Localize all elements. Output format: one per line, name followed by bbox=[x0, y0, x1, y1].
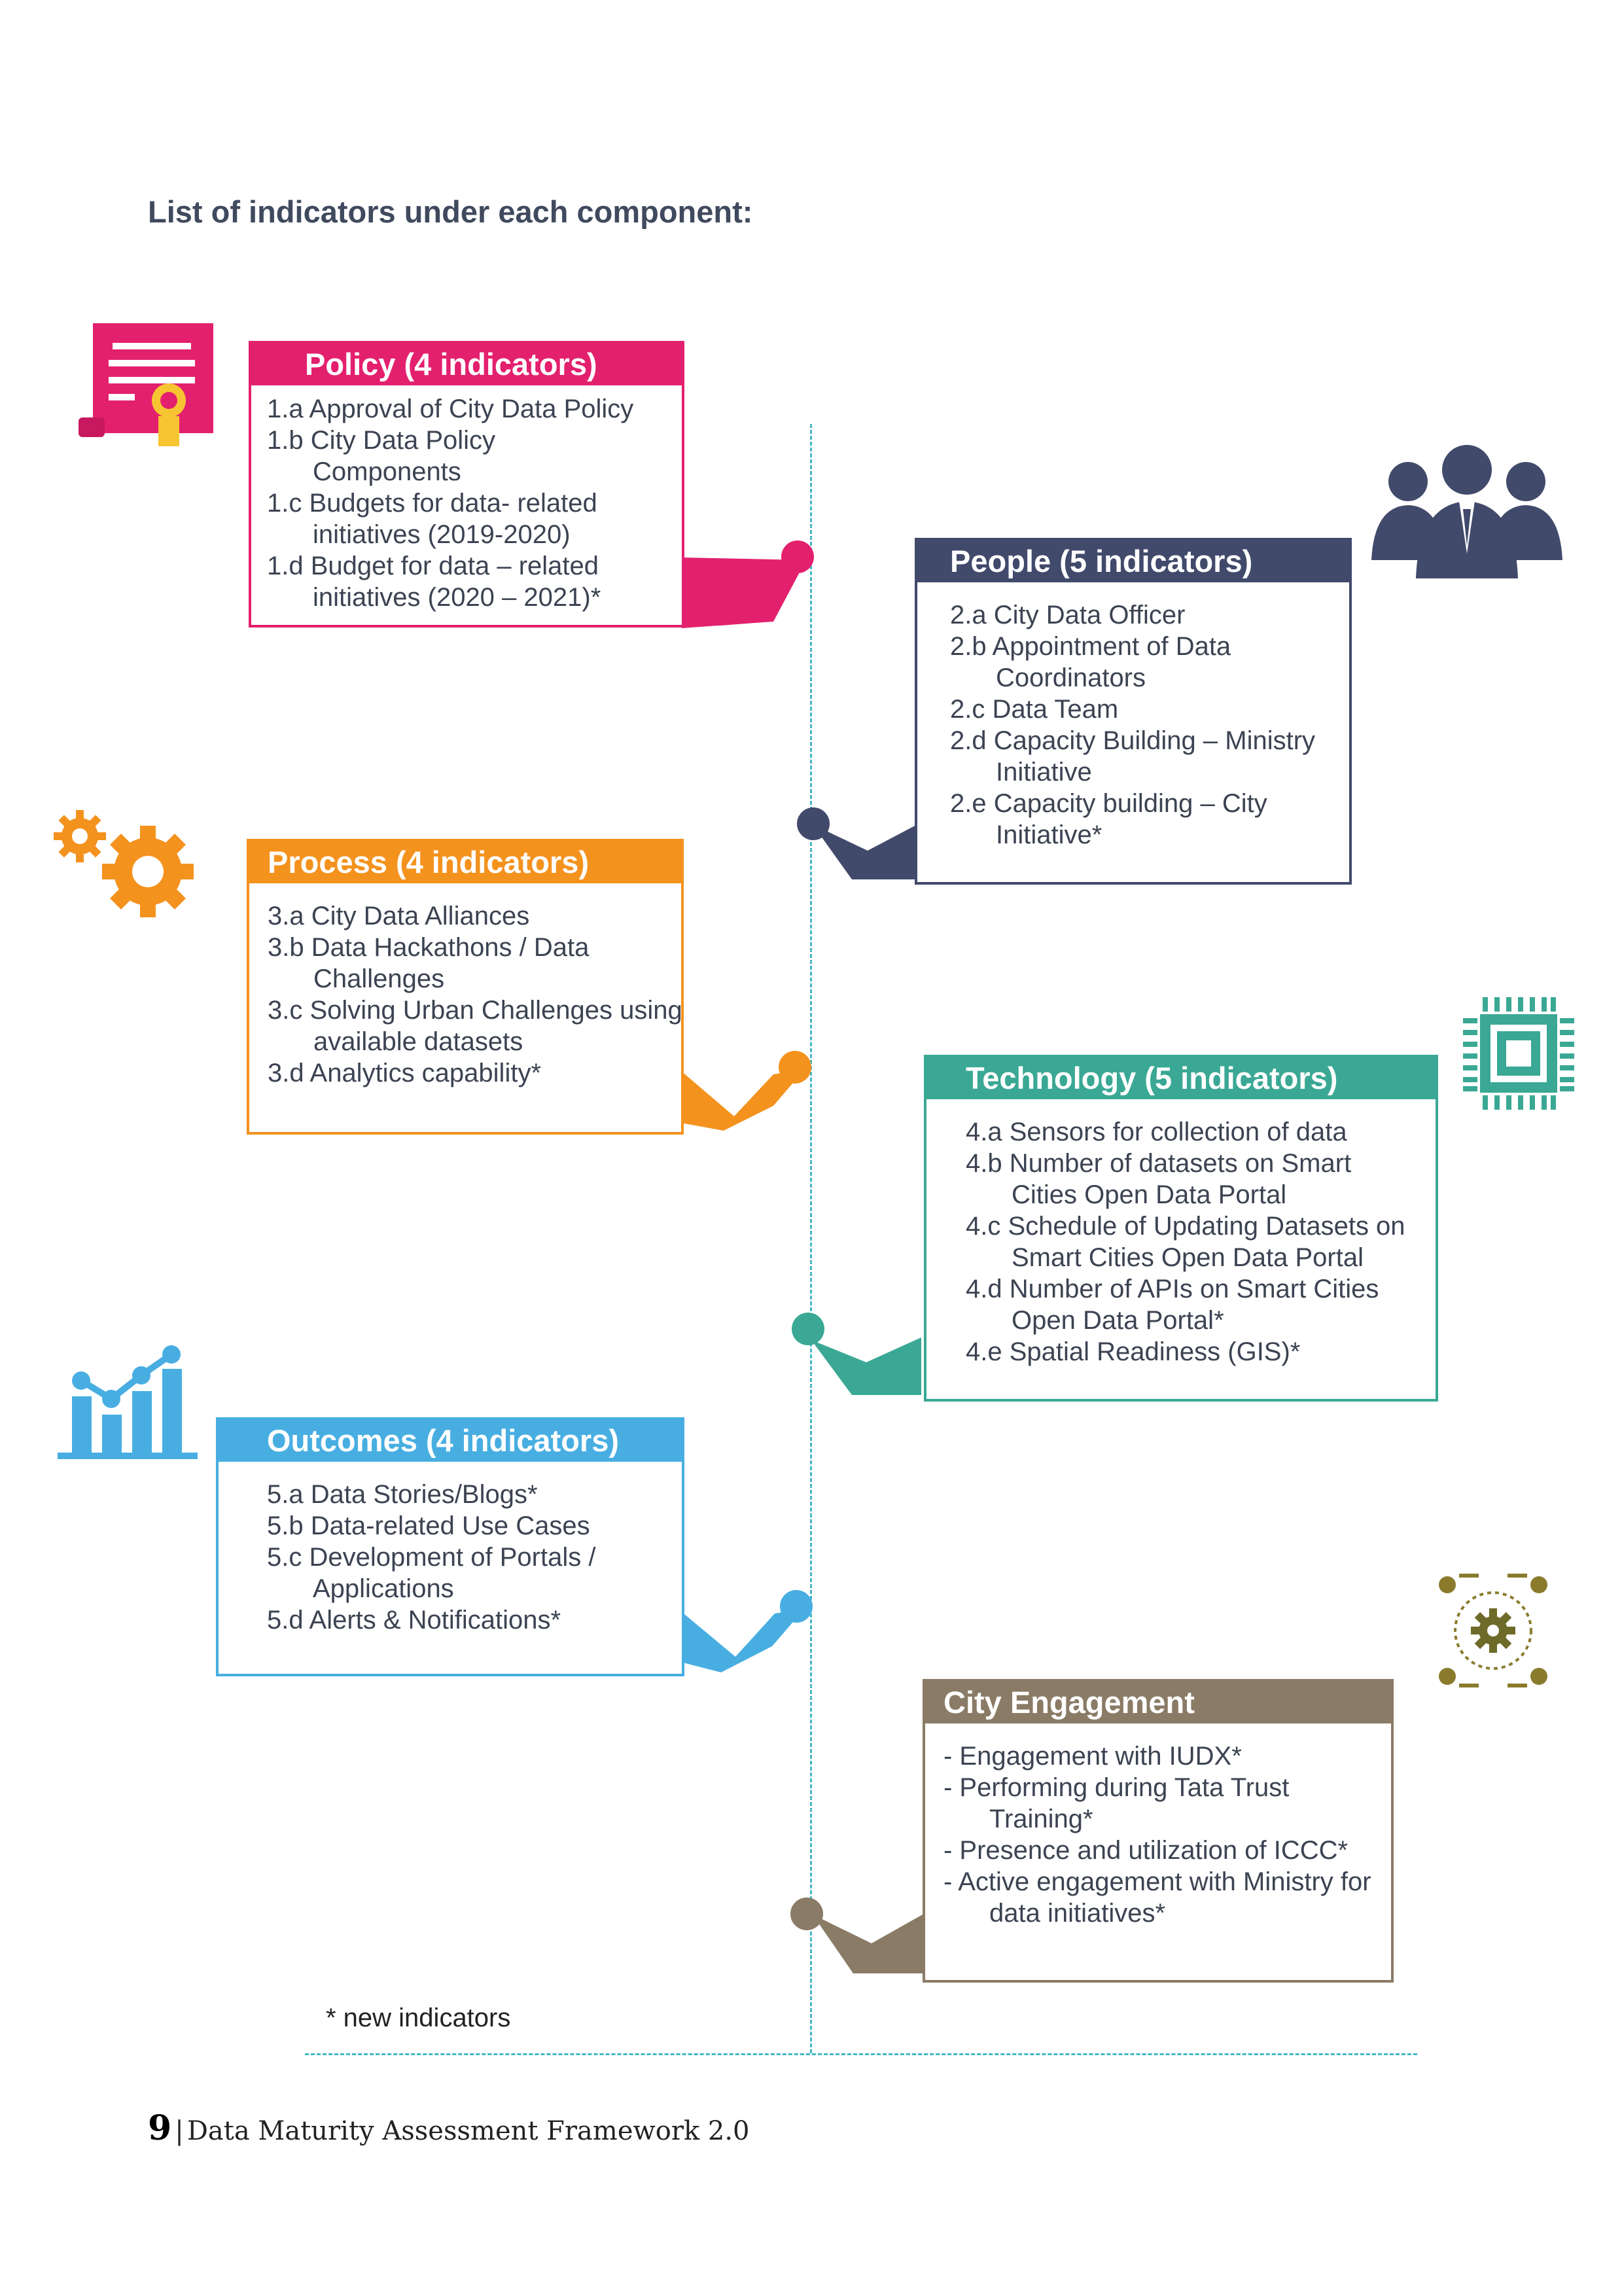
process-indicator-3d: 3.d Analytics capability* bbox=[268, 1059, 542, 1087]
process-indicator-3a: 3.a City Data Alliances bbox=[268, 902, 530, 930]
policy-indicator-1a: 1.a Approval of City Data Policy bbox=[267, 395, 634, 423]
technology-connector bbox=[806, 1332, 926, 1400]
process-timeline-dot bbox=[779, 1051, 811, 1084]
process-card bbox=[247, 839, 684, 1135]
people-card-title: People (5 indicators) bbox=[917, 540, 1349, 582]
people-indicator-2c: 2.c Data Team bbox=[950, 695, 1119, 724]
timeline-baseline bbox=[305, 2053, 1417, 2055]
timeline-line bbox=[810, 424, 812, 2053]
policy-timeline-dot bbox=[781, 540, 814, 573]
technology-card-title: Technology (5 indicators) bbox=[926, 1057, 1436, 1099]
engagement-connector bbox=[807, 1905, 926, 1979]
policy-indicator-1b: 1.b City Data Policy Components bbox=[267, 426, 496, 486]
technology-card bbox=[924, 1055, 1438, 1402]
engagement-card-title: City Engagement bbox=[925, 1682, 1391, 1723]
policy-card-title: Policy (4 indicators) bbox=[251, 344, 682, 385]
engagement-item-ministry: - Active engagement with Ministry for data initiatives* bbox=[943, 1867, 1371, 1928]
gears-icon bbox=[51, 806, 202, 923]
outcomes-indicator-5b: 5.b Data-related Use Cases bbox=[267, 1511, 590, 1540]
page-footer bbox=[148, 2108, 750, 2148]
growth-chart-icon bbox=[58, 1328, 198, 1464]
engagement-item-iccc: - Presence and utilization of ICCC* bbox=[943, 1836, 1349, 1865]
outcomes-timeline-dot bbox=[780, 1590, 813, 1623]
process-indicator-3c: 3.c Solving Urban Challenges using available datasets bbox=[268, 996, 682, 1056]
network-gear-icon bbox=[1433, 1570, 1553, 1691]
people-timeline-dot bbox=[797, 807, 830, 840]
technology-indicator-4a: 4.a Sensors for collection of data bbox=[966, 1118, 1347, 1146]
outcomes-indicator-5c: 5.c Development of Portals / Applications bbox=[267, 1543, 596, 1603]
chip-icon bbox=[1460, 995, 1577, 1112]
policy-indicator-1c: 1.c Budgets for data- related initiatives (2019-2020) bbox=[267, 489, 597, 549]
document-title: Data Maturity Assessment Framework 2.0 bbox=[186, 2116, 750, 2146]
technology-indicator-4c: 4.c Schedule of Updating Datasets on Smart Cities Open Data Portal bbox=[966, 1212, 1405, 1272]
certificate-icon bbox=[75, 319, 217, 450]
people-indicator-2b: 2.b Appointment of Data Coordinators bbox=[950, 632, 1231, 692]
people-card bbox=[915, 538, 1352, 885]
page-number: 9 bbox=[148, 2108, 172, 2148]
new-indicators-footnote: * new indicators bbox=[326, 2004, 511, 2032]
outcomes-card bbox=[216, 1417, 684, 1676]
team-icon bbox=[1369, 436, 1565, 580]
outcomes-card-title: Outcomes (4 indicators) bbox=[219, 1420, 682, 1462]
technology-timeline-dot bbox=[792, 1313, 824, 1345]
technology-indicator-4d: 4.d Number of APIs on Smart Cities Open Data Portal* bbox=[966, 1275, 1379, 1335]
policy-indicator-1d: 1.d Budget for data – related initiatives (2020 – 2021)* bbox=[267, 552, 601, 612]
engagement-card bbox=[923, 1679, 1394, 1983]
policy-card bbox=[249, 341, 684, 627]
technology-indicator-4b: 4.b Number of datasets on Smart Cities Open Data Portal bbox=[966, 1149, 1352, 1209]
process-indicator-3b: 3.b Data Hackathons / Data Challenges bbox=[268, 933, 590, 993]
footer-separator: | bbox=[175, 2116, 184, 2146]
people-indicator-2d: 2.d Capacity Building – Ministry Initiative bbox=[950, 726, 1316, 786]
engagement-item-tata-trust: - Performing during Tata Trust Training* bbox=[943, 1773, 1290, 1833]
outcomes-indicator-5a: 5.a Data Stories/Blogs* bbox=[267, 1480, 538, 1509]
people-indicator-2e: 2.e Capacity building – City Initiative* bbox=[950, 789, 1267, 849]
process-card-title: Process (4 indicators) bbox=[249, 841, 681, 883]
page-heading: List of indicators under each component: bbox=[148, 194, 753, 229]
outcomes-indicator-5d: 5.d Alerts & Notifications* bbox=[267, 1606, 561, 1634]
technology-indicator-4e: 4.e Spatial Readiness (GIS)* bbox=[966, 1337, 1301, 1366]
engagement-timeline-dot bbox=[790, 1898, 823, 1930]
people-indicator-2a: 2.a City Data Officer bbox=[950, 601, 1186, 629]
engagement-item-iudx: - Engagement with IUDX* bbox=[943, 1742, 1242, 1771]
